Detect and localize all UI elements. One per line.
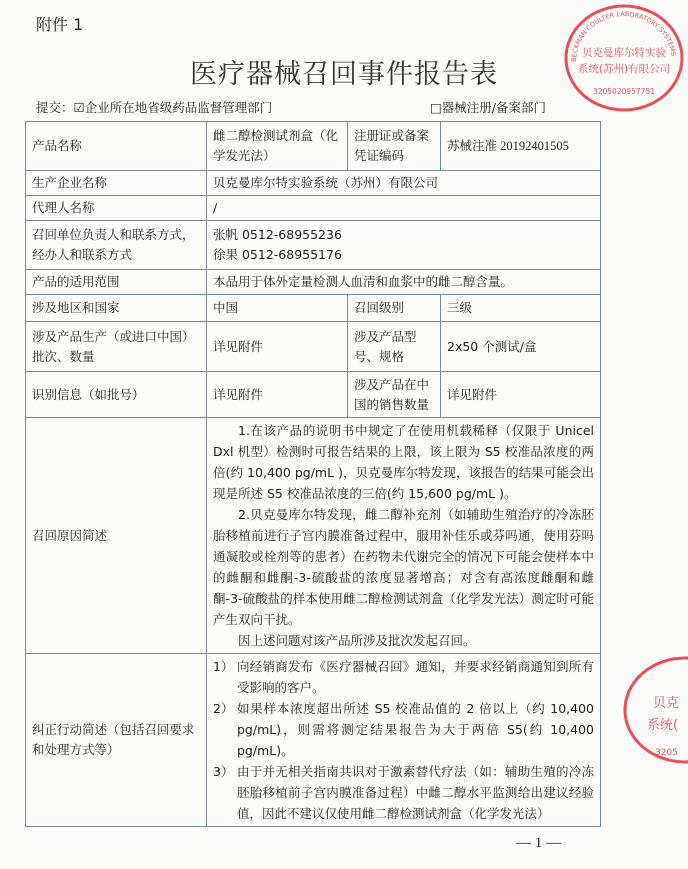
agent-label: 代理人名称 <box>26 196 207 221</box>
batch: 详见附件 <box>207 322 348 372</box>
action-cell <box>207 654 601 827</box>
reason-paragraph-1: 1.在该产品的说明书中规定了在使用机载稀释（仅限于 Unicel Dxl 机型）检测时可报告结果的上限，该上限为 S5 校准品浓度的两倍(约 10,400 pg/mL )，贝克曼库尔特发现，该报告的结果可能会出现是所述 S5 校准品浓度的三倍(约 15,600 pg/mL )。 <box>213 423 594 501</box>
batch-label: 涉及产品生产（或进口中国）批次、数量 <box>26 322 207 372</box>
maker-label: 生产企业名称 <box>26 171 207 196</box>
svg-text:贝克曼库尔特实验: 贝克曼库尔特实验 <box>582 47 666 59</box>
company-seal <box>562 2 686 114</box>
maker: 贝克曼库尔特实验系统（苏州）有限公司 <box>207 171 601 196</box>
action-item: 3） 由于并无相关指南共识对于激素替代疗法（如：辅助生殖的冷冻胚胎移植前子宫内膜准备过程）中雌二醇水平监测给出建议经验值，因此不建议仅使用雌二醇检测试剂盒（化学发光法） <box>213 764 594 821</box>
recall-report-table <box>25 121 601 827</box>
model-label: 涉及产品型号、规格 <box>348 322 441 372</box>
contact-1: 张帆 0512-68955236 <box>213 227 342 242</box>
region-label: 涉及地区和国家 <box>26 295 207 322</box>
page-title: 医疗器械召回事件报告表 <box>190 59 498 90</box>
model: 2x50 个测试/盒 <box>441 322 601 372</box>
company-seal-partial <box>615 655 688 765</box>
svg-text:BECKMAN COULTER LABORATORY SYS: BECKMAN COULTER LABORATORY SYSTEMS <box>569 9 678 63</box>
level-label: 召回级别 <box>348 295 441 322</box>
svg-text:贝克: 贝克 <box>653 696 680 711</box>
action-item: 1） 向经销商发布《医疗器械召回》通知，并要求经销商通知到所有受影响的客户。 <box>213 659 594 695</box>
region: 中国 <box>207 295 348 322</box>
reason-label: 召回原因简述 <box>26 418 207 654</box>
contact-label: 召回单位负责人和联系方式，经办人和联系方式 <box>26 221 207 270</box>
reg-label: 注册证或备案凭证编码 <box>348 122 441 171</box>
annex-label: 附件 1 <box>36 15 84 34</box>
page-number: — 1 — <box>516 835 561 851</box>
submit-to-label: 提交：☑企业所在地省级药品监督管理部门 <box>36 100 273 115</box>
sales-label: 涉及产品在中国的销售数量 <box>348 372 441 418</box>
reason-cell <box>207 418 601 654</box>
product-name-label: 产品名称 <box>26 122 207 171</box>
scope-label: 产品的适用范围 <box>26 270 207 295</box>
product-name: 雌二醇检测试剂盒（化学发光法） <box>207 122 348 171</box>
dept-option: □器械注册/备案部门 <box>430 100 547 115</box>
contact <box>207 221 601 270</box>
reason-paragraph-2: 2.贝克曼库尔特发现，雌二醇补充剂（如辅助生殖治疗的冷冻胚胎移植前进行子宫内膜准备过程中，服用补佳乐或芬吗通，使用芬吗通凝胶或栓剂等的患者）在药物未代谢完全的情况下可能会使样本中的雌酮和雌酮-3-硫酸盐的浓度显著增高；对含有高浓度雌酮和雌酮-3-硫酸盐的样本使用雌二醇检测试剂盒（化学发光法）测定时可能产生双向干扰。 <box>213 507 594 627</box>
agent: / <box>207 196 601 221</box>
sales: 详见附件 <box>441 372 601 418</box>
action-label: 纠正行动简述（包括召回要求和处理方式等） <box>26 654 207 827</box>
id-value: 详见附件 <box>207 372 348 418</box>
svg-text:3205020957751: 3205020957751 <box>592 87 656 96</box>
action-item: 2） 如果样本浓度超出所述 S5 校准品值的 2 倍以上（约 10,400 pg/mL)，则需将测定结果报告为大于两倍 S5(约 10,400 pg/mL)。 <box>213 701 594 758</box>
scope: 本品用于体外定量检测人血清和血浆中的雌二醇含量。 <box>207 270 601 295</box>
id-label: 识别信息（如批号） <box>26 372 207 418</box>
svg-text:系统(: 系统( <box>647 718 679 733</box>
reason-paragraph-3: 因上述问题对该产品所涉及批次发起召回。 <box>238 633 476 648</box>
level: 三级 <box>441 295 601 322</box>
reg-value: 苏械注准 20192401505 <box>441 122 601 171</box>
report-body <box>25 121 601 852</box>
svg-text:系统(苏州)有限公司: 系统(苏州)有限公司 <box>577 63 671 75</box>
contact-2: 徐果 0512-68955176 <box>213 247 342 262</box>
svg-text:3205: 3205 <box>655 748 678 758</box>
